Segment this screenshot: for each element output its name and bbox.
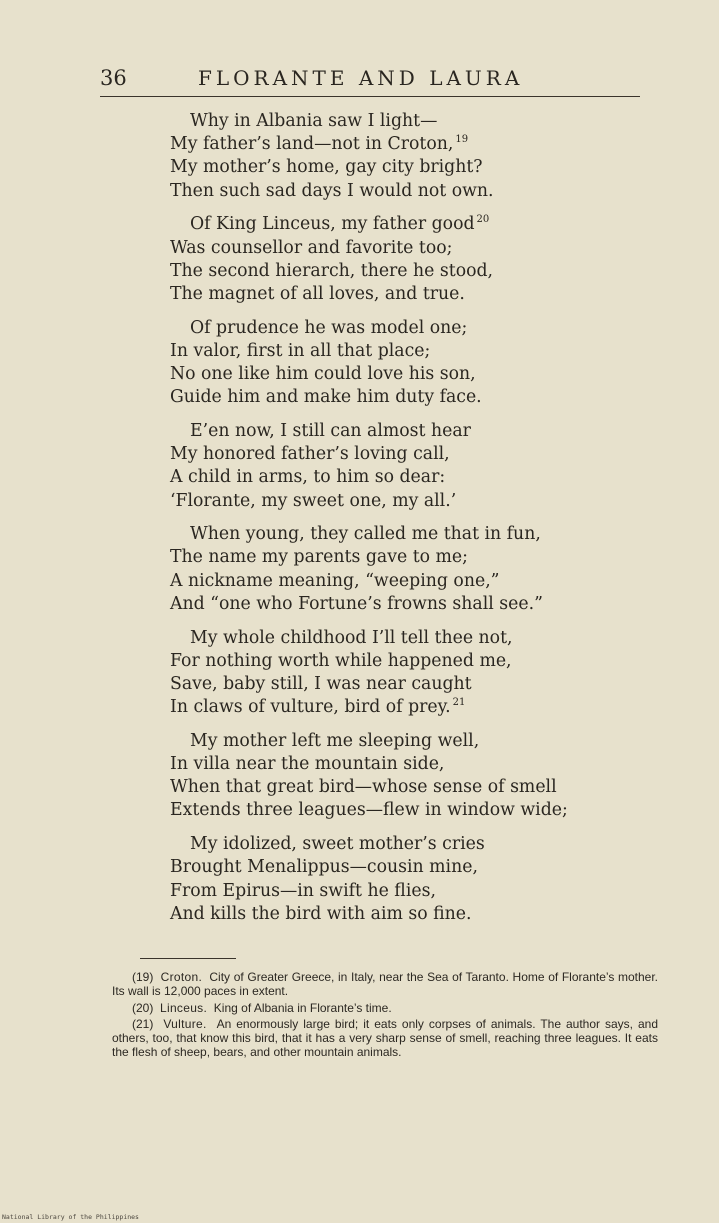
footnote-number: (19) [132,970,154,984]
poem-line [170,593,640,616]
poem-line [170,753,640,776]
poem-line [170,466,640,489]
poem-line [170,776,640,799]
poem-line [170,420,640,443]
poem-line-text: Of King Linceus, my father good [190,214,475,235]
poem-line-text: A child in arms, to him so dear: [170,467,446,488]
stanza [170,317,640,410]
poem-line-text: When young, they called me that in fun, [190,524,541,545]
poem-line [170,833,640,856]
poem-line [170,180,640,203]
poem-line-text: When that great bird—whose sense of smell [170,777,557,798]
poem-line-text: In valor, first in all that place; [170,340,431,361]
footnote-text: King of Albania in Florante’s time. [213,1000,392,1015]
poem-line [170,133,640,156]
poem-line-text: My idolized, sweet mother’s cries [190,834,485,855]
poem [170,110,640,937]
poem-line-text: For nothing worth while happened me, [170,650,512,671]
footnotes [112,971,658,1063]
poem-line-text: Guide him and make him duty face. [170,387,482,408]
footnote-reference: 21 [452,697,466,709]
poem-line [170,696,640,719]
running-title: FLORANTE AND LAURA [198,66,524,90]
footnote-reference: 19 [455,134,469,146]
stanza [170,110,640,203]
page-header [100,64,640,97]
poem-line-text: Save, baby still, I was near caught [170,673,472,694]
poem-line [170,237,640,260]
poem-line-text: Was counsellor and favorite too; [170,237,453,258]
footnote-text: City of Greater Greece, in Italy, near the Sea of Taranto. Home of Florante’s mother. Its wall is 12,000 paces in extent. [112,970,658,998]
poem-line-text: And kills the bird with aim so fine. [170,903,472,924]
poem-line [170,317,640,340]
poem-line-text: My honored father’s loving call, [170,444,450,465]
footnote [112,971,658,999]
poem-line-text: Extends three leagues—flew in window wide; [170,800,568,821]
stanza [170,523,640,616]
poem-line [170,880,640,903]
poem-line-text: The second hierarch, there he stood, [170,260,494,281]
poem-line [170,386,640,409]
footnote-reference: 20 [476,214,490,226]
poem-line [170,213,640,236]
stanza [170,213,640,306]
poem-line-text: The magnet of all loves, and true. [170,283,465,304]
poem-line [170,730,640,753]
poem-line-text: A nickname meaning, “weeping one,” [170,570,500,591]
footnote [112,1018,658,1059]
poem-line [170,650,640,673]
library-credit: National Library of the Philippines [2,1213,139,1221]
poem-line-text: My whole childhood I’ll tell thee not, [190,627,513,648]
poem-line-text: In claws of vulture, bird of prey. [170,697,451,718]
poem-line-text: Why in Albania saw I light— [190,111,438,131]
poem-line-text: ‘Florante, my sweet one, my all.’ [170,490,457,511]
poem-line-text: My mother’s home, gay city bright? [170,157,483,178]
footnote [112,1002,658,1016]
poem-line-text: My father’s land—not in Croton, [170,134,454,155]
poem-line-text: My mother left me sleeping well, [190,730,480,751]
footnote-term: Croton. [160,970,203,984]
poem-line-text: Of prudence he was model one; [190,317,468,338]
poem-line [170,490,640,513]
footnote-term: Linceus. [160,1000,208,1015]
stanza [170,420,640,513]
poem-line [170,903,640,926]
poem-line [170,363,640,386]
poem-line [170,627,640,650]
poem-line [170,523,640,546]
poem-line [170,340,640,363]
stanza [170,833,640,926]
poem-line-text: The name my parents gave to me; [170,547,468,568]
poem-line-text: From Epirus—in swift he flies, [170,880,436,901]
poem-line-text: Then such sad days I would not own. [170,180,494,201]
poem-line [170,799,640,822]
footnote-number: (20) [132,1000,154,1015]
stanza [170,627,640,720]
poem-line [170,856,640,879]
stanza [170,730,640,823]
footnote-rule [140,958,236,959]
footnote-text: An enormously large bird; it eats only corpses of animals. The author says, and others, too, that know this bird, that it has a very sharp sense of smell, reaching three leagues. It eats the flesh of sheep, bears, and other mountain animals. [112,1017,658,1059]
footnote-number: (21) [132,1017,154,1032]
poem-line-text: And “one who Fortune’s frowns shall see.” [170,593,543,614]
poem-line-text: In villa near the mountain side, [170,754,445,775]
poem-line [170,260,640,283]
page-number: 36 [100,66,127,90]
poem-line-text: Brought Menalippus—cousin mine, [170,857,478,878]
poem-line [170,546,640,569]
poem-line [170,673,640,696]
poem-line-text: No one like him could love his son, [170,364,476,385]
poem-line [170,443,640,466]
poem-line [170,156,640,179]
poem-line [170,570,640,593]
poem-line-text: E’en now, I still can almost hear [190,420,471,441]
poem-line [170,110,640,133]
poem-line [170,283,640,306]
footnote-term: Vulture. [163,1017,207,1032]
